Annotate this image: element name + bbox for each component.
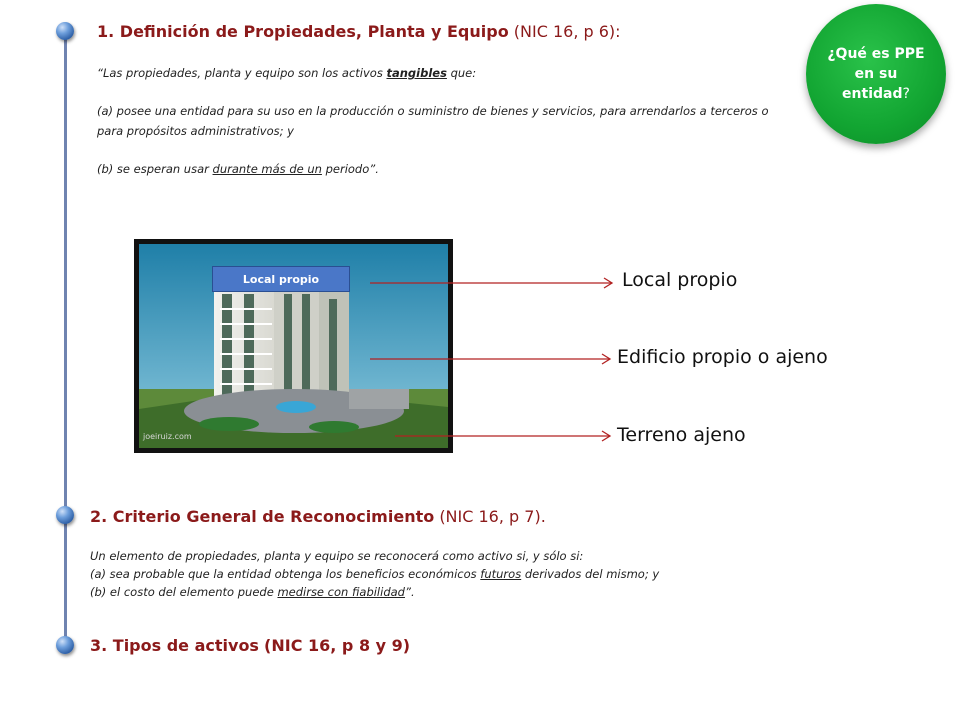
section2-line1: Un elemento de propiedades, planta y equipo se reconocerá como activo si, y sólo si: (90, 549, 584, 563)
section1-item-a: (a) posee una entidad para su uso en la producción o suministro de bienes y servicios, para arrendarlos a terceros o para propósitos administrativos; y (97, 104, 769, 138)
section3-reference: (NIC 16, p 8 y 9) (264, 636, 411, 655)
section3-heading (90, 636, 410, 655)
section2-line2-text: (a) sea probable que la entidad obtenga los beneficios económicos (90, 567, 481, 581)
section2-title: 2. Criterio General de Reconocimiento (90, 507, 435, 526)
callout-question-mark: ? (902, 86, 910, 102)
section1-item-b-text: (b) se esperan usar (97, 162, 213, 176)
section2-line2-emphasis: futuros (480, 567, 522, 581)
photo-watermark: joeiruiz.com (143, 432, 192, 441)
section2-line3-end: ”. (404, 585, 415, 599)
section1-intro-emphasis: tangibles (386, 66, 447, 80)
label-local-propio: Local propio (622, 269, 738, 291)
label-terreno: Terreno ajeno (617, 424, 746, 446)
section2-line2 (90, 565, 790, 583)
section2-heading (90, 507, 546, 526)
section2-line3-text: (b) el costo del elemento puede (90, 585, 278, 599)
photo-overlay-label: Local propio (212, 266, 350, 292)
label-edificio: Edificio propio o ajeno (617, 346, 828, 368)
section1-title: 1. Definición de Propiedades, Planta y Equipo (97, 22, 509, 41)
section1-intro-text: “Las propiedades, planta y equipo son los activos (97, 66, 387, 80)
section1-reference: (NIC 16, p 6): (513, 22, 621, 41)
section1-intro-end: que: (446, 66, 477, 80)
section2-reference: (NIC 16, p 7). (439, 507, 546, 526)
section3-title: 3. Tipos de activos (90, 636, 259, 655)
section2-body (90, 547, 790, 601)
section2-line3 (90, 583, 790, 601)
section1-item-b-end: periodo”. (321, 162, 379, 176)
callout-text: ¿Qué es PPE en su entidad (827, 46, 925, 102)
section2-line3-emphasis: medirse con fiabilidad (277, 585, 405, 599)
section1-item-b-emphasis: durante más de un (212, 162, 322, 176)
section2-line2-end: derivados del mismo; y (521, 567, 660, 581)
